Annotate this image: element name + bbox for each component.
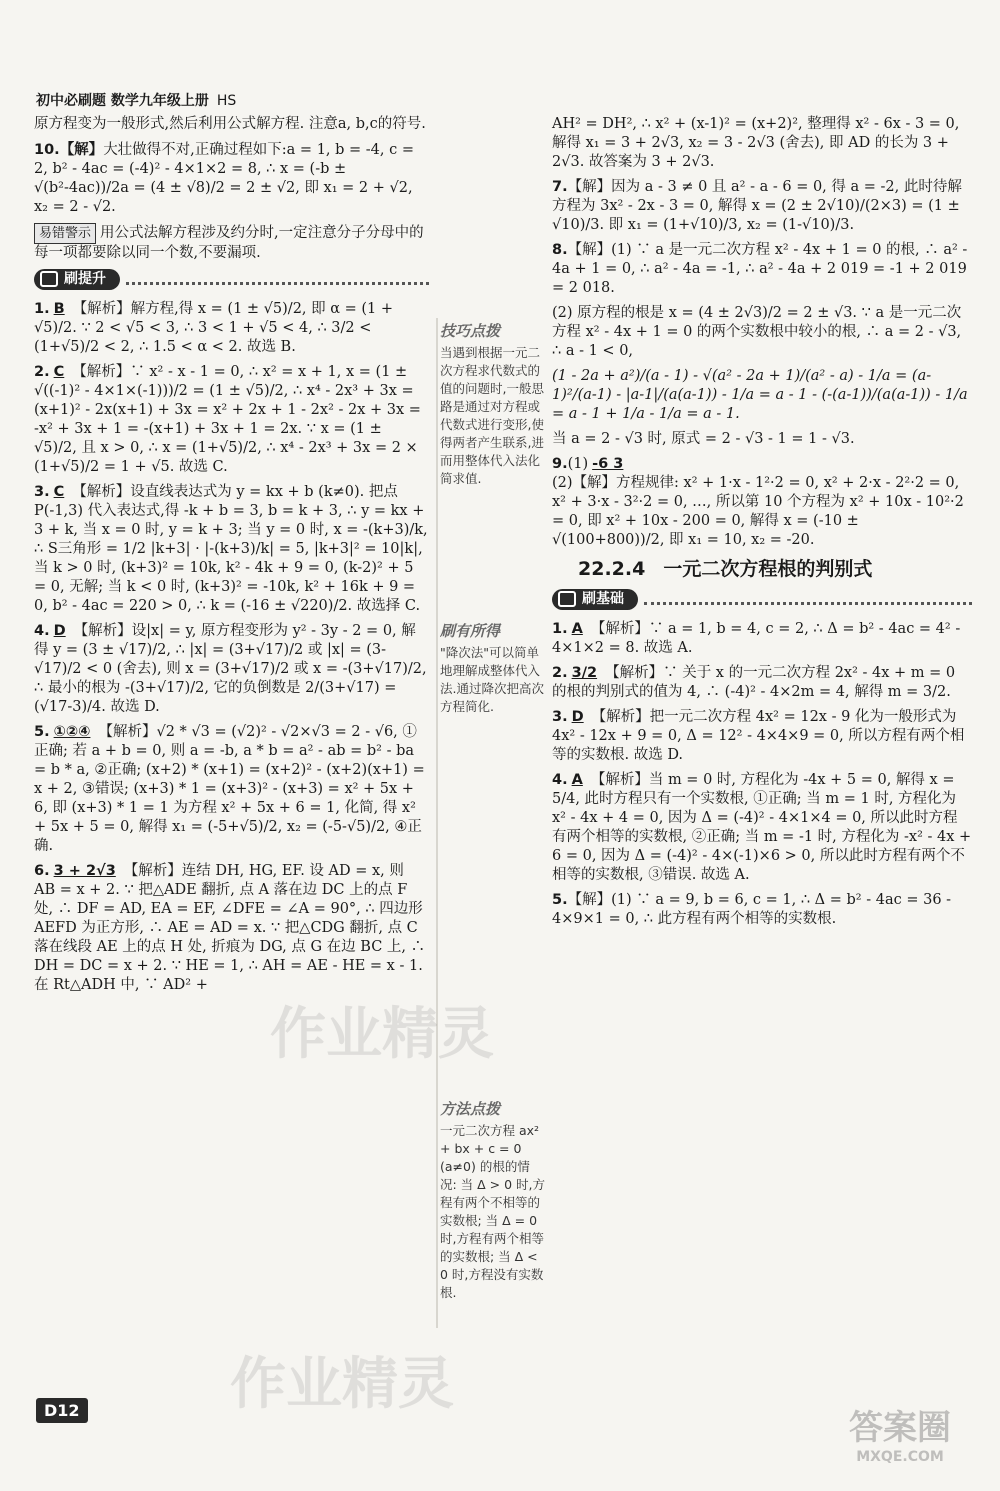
basic-question-4: 4. A 【解析】当 m = 0 时, 方程化为 -4x + 5 = 0, 解得 x = 5/4, 此时方程只有一个实数根, ①正确; 当 m = 1 时, 方程化为 x² - 4x + 4 = 0, 因为 Δ = (-4)² - 4×1×4 = 0, 所以此时方程有两个相等的实数根, ②正确; 当 m = -1 时, 方程化为 -x² - 4x + 6 = 0, 因为 Δ = (-4)² - 4×(-1)×6 > 0, 所以此时方程有两个不相等的实数根, ③错误. 故选 A. [552, 772, 972, 883]
question-6-continued: AH² = DH², ∴ x² + (x-1)² = (x+2)², 整理得 x² - 6x - 3 = 0, 解得 x₁ = 3 + 2√3, x₂ = 3 - 2√3 (舍去), 即 AD 的长为 3 + 2√3. 故答案为 3 + 2√3. [552, 116, 960, 170]
question-8-part1: 8.【解】(1) ∵ a 是一元二次方程 x² - 4x + 1 = 0 的根, ∴ a² - 4a + 1 = 0, ∴ a² - 4a = -1, ∴ a² - 4a + 2 019 = -1 + 2 019 = 2 018. [552, 242, 968, 296]
left-column [34, 115, 429, 1001]
warning-box: 易错警示 用公式法解方程涉及约分时,一定注意分子分母中的每一项都要除以同一个数,不要漏项. [34, 225, 424, 261]
header-title: 初中必刷题 数学九年级上册 [36, 93, 209, 109]
question-6: 6. 3 + 2√3 【解析】连结 DH, HG, EF. 设 AD = x, 则 AB = x + 2. ∵ 把△ADE 翻折, 点 A 落在边 DC 上的点 F 处, ∴ DF = AD, EA = EF, ∠DFE = ∠A = 90°, ∴ 四边形 AEFD 为正方形, ∴ AE = AD = x. ∵ 把△CDG 翻折, 点 C 落在线段 AE 上的点 H 处, 折痕为 DG, 点 G 在边 BC 上, ∴ DH = DC = x + 2. ∵ HE = 1, ∴ AH = AE - HE = x - 1. 在 Rt△ADH 中, ∵ AD² + [34, 863, 426, 993]
book-icon [558, 591, 576, 607]
question-10: 10.【解】大壮做得不对,正确过程如下:a = 1, b = -4, c = 2, b² - 4ac = (-4)² - 4×1×2 = 8, ∴ x = (-b ± √(b²-4ac))/2a = (4 ± √8)/2 = 2 ± √2, 即 x₁ = 2 + √2, x₂ = 2 - √2. [34, 141, 415, 215]
header-edition: HS [216, 93, 237, 109]
chapter-title: 一元二次方程根的判别式 [663, 558, 873, 580]
side-note-title: 刷有所得 [440, 622, 501, 640]
intro-text: 原方程变为一般形式,然后利用公式解方程. 注意a, b,c的符号. [34, 116, 426, 132]
site-logo [820, 1400, 980, 1480]
section-pill: 刷提升 [34, 269, 120, 290]
side-note-body: 一元二次方程 ax² + bx + c = 0 (a≠0) 的根的情况: 当 Δ > 0 时,方程有两个不相等的实数根; 当 Δ = 0 时,方程有两个相等的实数根; 当 Δ < 0 时,方程没有实数根. [440, 1123, 546, 1300]
side-note-title: 技巧点拨 [440, 322, 501, 340]
side-note-body: 当遇到根据一元二次方程求代数式的值的问题时,一般思路是通过对方程或代数式进行变形,使得两者产生联系,进而用整体代入法化简求值. [440, 345, 544, 486]
chapter-heading [578, 560, 972, 579]
side-note-title: 方法点拨 [440, 1100, 501, 1118]
basic-question-2: 2. 3/2 【解析】∵ 关于 x 的一元二次方程 2x² - 4x + m = 0 的根的判别式的值为 4, ∴ (-4)² - 4×2m = 4, 解得 m = 3/2. [552, 665, 956, 700]
question-8-simplification: (1 - 2a + a²)/(a - 1) - √(a² - 2a + 1)/(a² - a) - 1/a = (a-1)²/(a-1) - |a-1|/(a(a-1)) - 1/a = a - 1 - (-(a-1))/(a(a-1)) - 1/a = a - 1 + 1/a - 1/a = a - 1. [552, 368, 968, 422]
question-8-part2: (2) 原方程的根是 x = (4 ± 2√3)/2 = 2 ± √3. ∵ a 是一元二次方程 x² - 4x + 1 = 0 的两个实数根中较小的根, ∴ a = 2 - √3, ∴ a - 1 < 0, [552, 305, 962, 359]
logo-name: 答案圈 [849, 1408, 951, 1448]
side-note-technique [440, 322, 546, 488]
basic-question-3: 3. D 【解析】把一元二次方程 4x² = 12x - 9 化为一般形式为 4x² - 12x + 9 = 0, Δ = 12² - 4×4×9 = 0, 所以方程有两个相等的实数根. 故选 D. [552, 709, 965, 763]
basic-question-5: 5.【解】(1) ∵ a = 9, b = 6, c = 1, ∴ Δ = b² - 4ac = 36 - 4×9×1 = 0, ∴ 此方程有两个相等的实数根. [552, 892, 952, 927]
question-4: 4. D 【解析】设|x| = y, 原方程变形为 y² - 3y - 2 = 0, 解得 y = (3 ± √17)/2, ∴ |x| = (3+√17)/2 或 |x| = (3-√17)/2 < 0 (舍去), 则 x = (3+√17)/2 或 x = -(3+√17)/2, ∴ 最小的根为 -(3+√17)/2, 它的负倒数是 2/(3+√17) = (√17-3)/4. 故选 D. [34, 623, 427, 715]
question-7: 7.【解】因为 a - 3 ≠ 0 且 a² - a - 6 = 0, 得 a = -2, 此时待解方程为 3x² - 2x - 3 = 0, 解得 x = (2 ± 2√10)/(2×3) = (1 ± √10)/3. 即 x₁ = (1+√10)/3, x₂ = (1-√10)/3. [552, 179, 962, 233]
chapter-number: 22.2.4 [578, 558, 646, 580]
basic-question-1: 1. A 【解析】∵ a = 1, b = 4, c = 2, ∴ Δ = b² - 4ac = 4² - 4×1×2 = 8. 故选 A. [552, 621, 961, 656]
watermark: 作业精灵 [230, 1352, 454, 1417]
running-header [36, 90, 236, 110]
logo-url: MXQE.COM [856, 1449, 944, 1465]
dotted-rule [126, 275, 429, 285]
question-2: 2. C 【解析】∵ x² - x - 1 = 0, ∴ x² = x + 1, x = (1 ± √((-1)² - 4×1×(-1)))/2 = (1 ± √5)/2, ∴ x⁴ - 2x³ + 3x = (x+1)² - 2x(x+1) + 3x = x² + 2x + 1 - 2x² - 2x + 3x = -x² + 3x + 1 = -(x+1) + 3x + 1 = 2x. ∵ x = (1 ± √5)/2, 且 x > 0, ∴ x = (1+√5)/2, ∴ x⁴ - 2x³ + 3x = 2 × (1+√5)/2 = 1 + √5. 故选 C. [34, 364, 421, 475]
question-8-result: 当 a = 2 - √3 时, 原式 = 2 - √3 - 1 = 1 - √3. [552, 431, 855, 447]
warning-label: 易错警示 [34, 223, 96, 244]
question-1: 1. B 【解析】解方程,得 x = (1 ± √5)/2, 即 α = (1 + √5)/2. ∵ 2 < √5 < 3, ∴ 3 < 1 + √5 < 4, ∴ 3/2 < (1+√5)/2 < 2, ∴ 1.5 < α < 2. 故选 B. [34, 301, 394, 355]
side-note-method [440, 1100, 546, 1302]
column-divider [436, 318, 438, 1328]
question-3: 3. C 【解析】设直线表达式为 y = kx + b (k≠0). 把点 P(-1,3) 代入表达式,得 -k + b = 3, b = k + 3, ∴ y = kx + 3 + k, 当 x = 0 时, y = k + 3; 当 y = 0 时, x = -(k+3)/k, ∴ S三角形 = 1/2 |k+3| · |-(k+3)/k| = 5, |k+3|² = 10|k|, 当 k > 0 时, (k+3)² = 10k, k² - 4k + 9 = 0, (k-2)² + 5 = 0, 无解; 当 k < 0 时, (k+3)² = -10k, k² + 16k + 9 = 0, b² - 4ac = 220 > 0, ∴ k = (-16 ± √220)/2. 故选择 C. [34, 484, 428, 614]
section-header-improve [34, 269, 429, 290]
question-5: 5. ①②④ 【解析】√2 * √3 = (√2)² - √2×√3 = 2 - √6, ①正确; 若 a + b = 0, 则 a = -b, a * b = a² - ab = b² - ba = b * a, ②正确; (x+2) * (x+1) = (x+2)² - (x+2)(x+1) = x + 2, ③错误; (x+3) * 1 = (x+3)² - (x+3) = x² + 5x + 6, 即 (x+3) * 1 = 1 为方程 x² + 5x + 6 = 1, 化简, 得 x² + 5x + 5 = 0, 解得 x₁ = (-5+√5)/2, x₂ = (-5-√5)/2, ④正确. [34, 724, 425, 854]
section-header-basic [552, 589, 972, 610]
section-pill: 刷基础 [552, 589, 638, 610]
right-column [552, 115, 972, 935]
page-number: D12 [36, 1398, 88, 1423]
question-9: 9.(1) -6 3 (2)【解】方程规律: x² + 1·x - 1²·2 = 0, x² + 2·x - 2²·2 = 0, x² + 3·x - 3²·2 = 0, …, 所以第 10 个方程为 x² + 10x - 10²·2 = 0, 即 x² + 10x - 200 = 0, 解得 x = (-10 ± √(100+800))/2, 即 x₁ = 10, x₂ = -20. [552, 456, 964, 548]
book-icon [40, 271, 58, 287]
side-note-gain [440, 622, 546, 716]
dotted-rule [644, 595, 972, 605]
watermark: 作业精灵 [270, 1002, 494, 1067]
side-note-body: "降次法"可以简单地理解成整体代入法.通过降次把高次方程简化. [440, 645, 544, 714]
